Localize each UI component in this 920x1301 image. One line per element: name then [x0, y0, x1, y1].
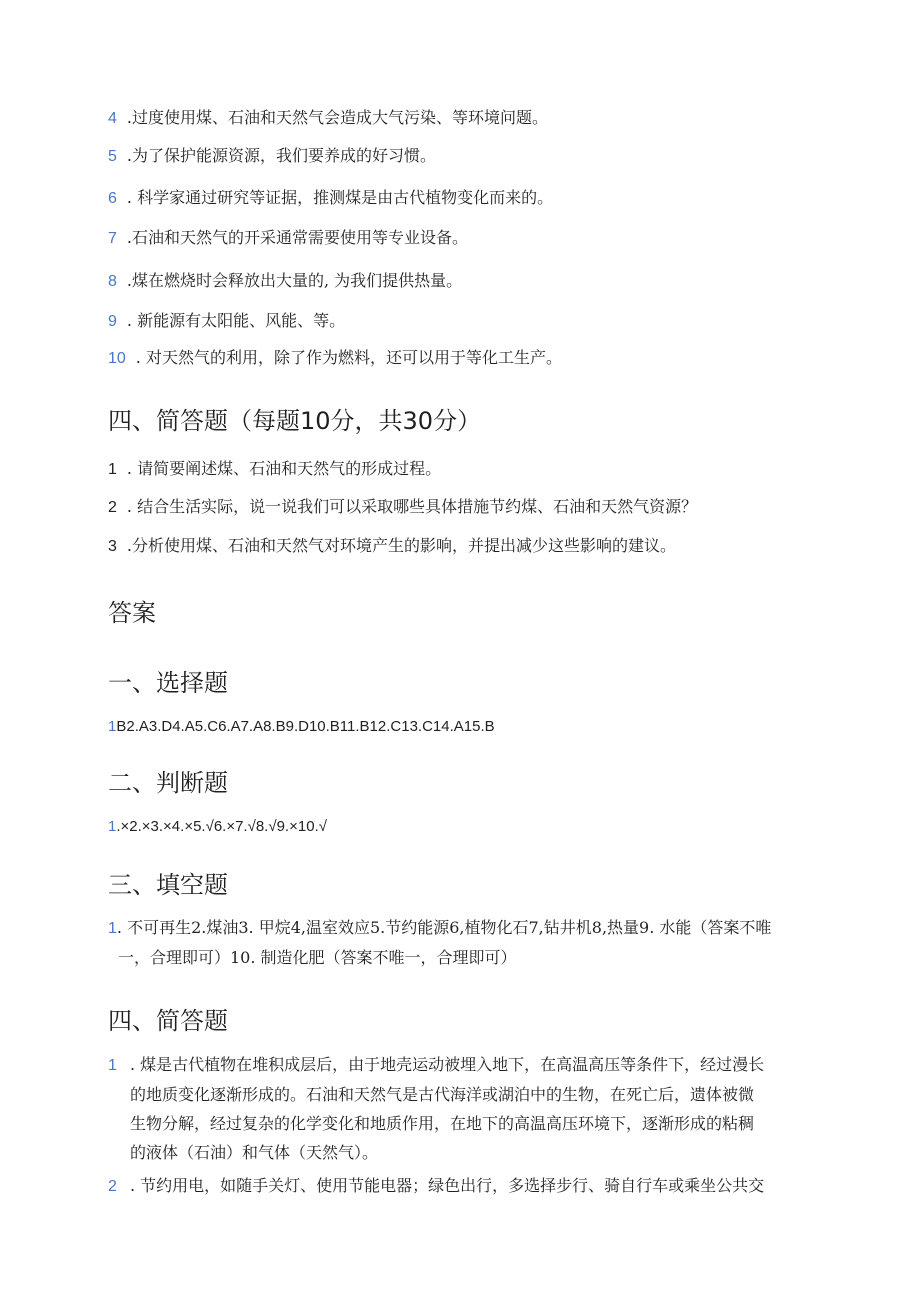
- answers-fill-paragraph: [108, 913, 808, 972]
- item-text: . 新能源有太阳能、风能、等。: [126, 311, 346, 330]
- answers-fill-heading: 三、填空题: [108, 871, 228, 899]
- item-number: 2: [108, 499, 117, 516]
- fill-item-5: [108, 146, 436, 167]
- answer-line: [108, 1171, 808, 1201]
- item-text: . 科学家通过研究等证据，推测煤是由古代植物变化而来的。: [126, 188, 554, 207]
- answers-short-item-1: [108, 1050, 808, 1167]
- item-text: .过度使用煤、石油和天然气会造成大气污染、等环境问题。: [126, 108, 548, 127]
- item-number: 4: [108, 110, 117, 127]
- item-number: 1: [108, 920, 117, 937]
- answer-text: B2.A3.D4.A5.C6.A7.A8.B9.D10.B11.B12.C13.C14.A15.B: [116, 718, 495, 735]
- item-number: 1: [108, 461, 117, 478]
- item-text: .为了保护能源资源，我们要养成的好习惯。: [126, 146, 436, 165]
- item-text: . 请简要阐述煤、石油和天然气的形成过程。: [126, 459, 442, 478]
- answer-text: . 煤是古代植物在堆积成层后，由于地壳运动被埋入地下，在高温高压等条件下，经过漫长: [130, 1055, 765, 1074]
- answer-text: . 节约用电，如随手关灯、使用节能电器；绿色出行，多选择步行、骑自行车或乘坐公共交: [130, 1176, 765, 1195]
- item-number: 1: [108, 718, 117, 735]
- answers-heading: 答案: [108, 599, 156, 627]
- item-number: 8: [108, 273, 117, 290]
- answer-line: 的地质变化逐渐形成的。石油和天然气是古代海洋或湖泊中的生物，在死亡后，遗体被微: [130, 1085, 755, 1104]
- item-text: .石油和天然气的开采通常需要使用等专业设备。: [126, 228, 468, 247]
- item-text: . 结合生活实际，说一说我们可以采取哪些具体措施节约煤、石油和天然气资源？: [126, 497, 698, 516]
- answers-fill-line-2: 一，合理即可）10. 制造化肥（答案不唯一，合理即可）: [118, 948, 517, 967]
- question-1: [108, 459, 441, 480]
- answers-choice-heading: 一、选择题: [108, 669, 228, 697]
- question-3: [108, 536, 676, 557]
- fill-item-9: [108, 311, 345, 332]
- item-number: 2: [108, 1178, 117, 1195]
- item-number: 1: [108, 818, 117, 835]
- answer-text: . 不可再生2.煤油3. 甲烷4,温室效应5.节约能源6,植物化石7,钻井机8,热量9. 水能（答案不唯: [116, 918, 772, 937]
- answer-line: [108, 1050, 808, 1080]
- answers-fill-line-1: [108, 913, 808, 943]
- fill-item-8: [108, 271, 462, 292]
- item-number: 3: [108, 538, 117, 555]
- fill-item-10: [108, 348, 562, 369]
- item-number: 10: [108, 350, 126, 367]
- item-number: 5: [108, 148, 117, 165]
- answers-choice-line: [108, 717, 495, 737]
- item-number: 1: [108, 1057, 117, 1074]
- item-text: .分析使用煤、石油和天然气对环境产生的影响，并提出减少这些影响的建议。: [126, 536, 676, 555]
- item-text: . 对天然气的利用，除了作为燃料，还可以用于等化工生产。: [135, 348, 562, 367]
- answer-text: .×2.×3.×4.×5.√6.×7.√8.√9.×10.√: [116, 818, 327, 835]
- item-number: 9: [108, 313, 117, 330]
- answers-judge-line: [108, 817, 327, 837]
- fill-item-4: [108, 108, 548, 129]
- answer-line: 的液体（石油）和气体（天然气）。: [130, 1143, 379, 1162]
- answers-judge-heading: 二、判断题: [108, 769, 228, 797]
- answer-line: 生物分解，经过复杂的化学变化和地质作用，在地下的高温高压环境下，逐渐形成的粘稠: [130, 1114, 755, 1133]
- item-number: 7: [108, 230, 117, 247]
- item-number: 6: [108, 190, 117, 207]
- question-2: [108, 497, 697, 518]
- item-text: .煤在燃烧时会释放出大量的, 为我们提供热量。: [126, 271, 463, 290]
- section-heading-short-answer: 四、简答题（每题10分，共30分）: [108, 407, 482, 435]
- answers-short-heading: 四、简答题: [108, 1007, 228, 1035]
- fill-item-6: [108, 188, 553, 209]
- answers-short-item-2: [108, 1171, 808, 1201]
- fill-item-7: [108, 228, 468, 249]
